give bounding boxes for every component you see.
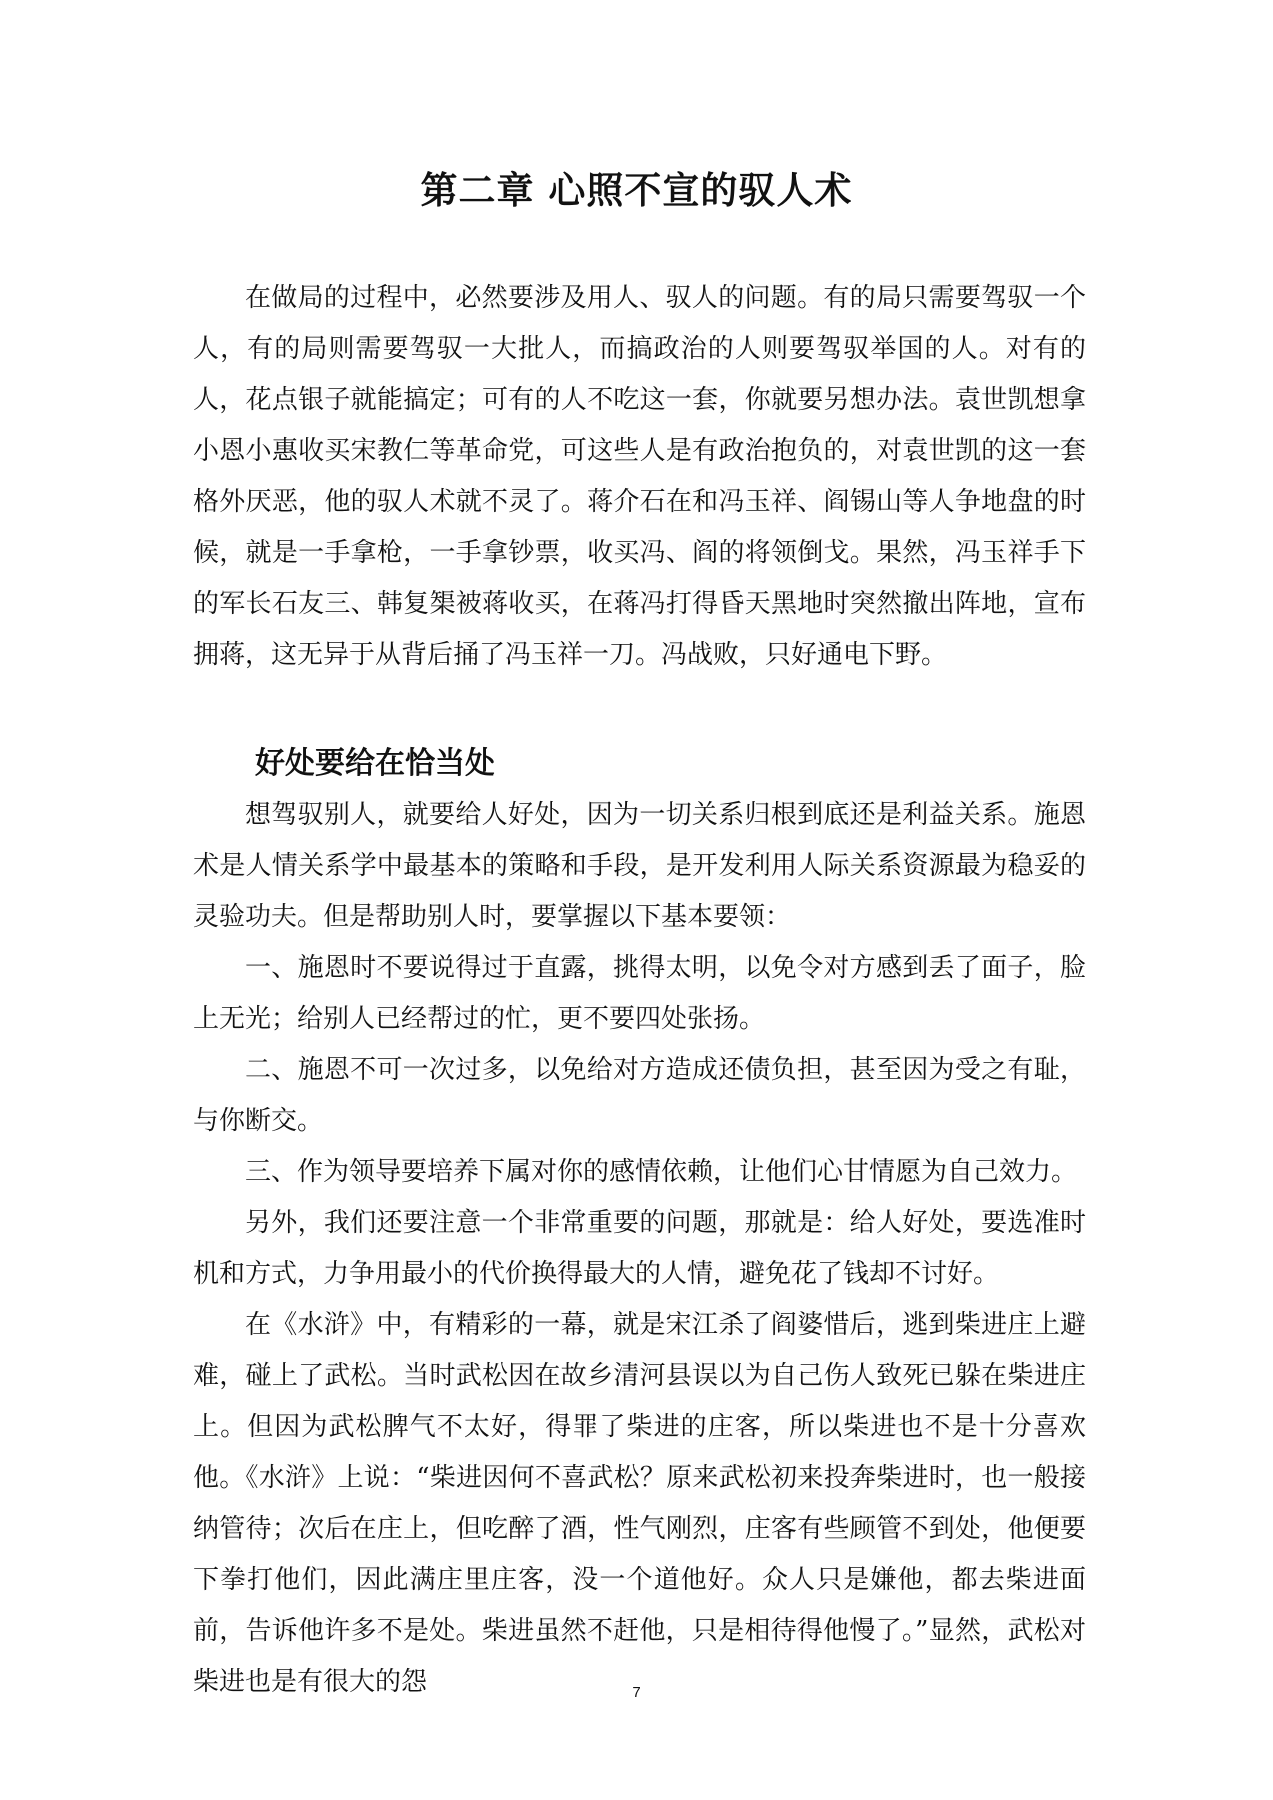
chapter-title: 第二章 心照不宣的驭人术 [420,169,853,212]
body-paragraph: 在《水浒》中，有精彩的一幕，就是宋江杀了阎婆惜后，逃到柴进庄上避难，碰上了武松。当时武松因在故乡清河县误以为自己伤人致死已躲在柴进庄上。但因为武松脾气不太好，得罪了柴进的庄客，所以柴进也不是十分喜欢他。《水浒》上说：“柴进因何不喜武松？原来武松初来投奔柴进时，也一般接纳管待；次后在庄上，但吃醉了酒，性气刚烈，庄客有些顾管不到处，他便要下拳打他们，因此满庄里庄客，没一个道他好。众人只是嫌他，都去柴进面前，告诉他许多不是处。柴进虽然不赶他，只是相待得他慢了。”显然，武松对柴进也是有很大的怨 [193,1310,1086,1697]
page-number: 7 [632,1684,641,1701]
intro-paragraph: 在做局的过程中，必然要涉及用人、驭人的问题。有的局只需要驾驭一个人，有的局则需要驾驭一大批人，而搞政治的人则要驾驭举国的人。对有的人，花点银子就能搞定；可有的人不吃这一套，你就要另想办法。袁世凯想拿小恩小惠收买宋教仁等革命党，可这些人是有政治抱负的，对袁世凯的这一套格外厌恶，他的驭人术就不灵了。蒋介石在和冯玉祥、阎锡山等人争地盘的时候，就是一手拿枪，一手拿钞票，收买冯、阎的将领倒戈。果然，冯玉祥手下的军长石友三、韩复榘被蒋收买，在蒋冯打得昏天黑地时突然撤出阵地，宣布拥蒋，这无异于从背后捅了冯玉祥一刀。冯战败，只好通电下野。 [193,283,1086,670]
section-title: 好处要给在恰当处 [255,746,495,781]
body-paragraph: 三、作为领导要培养下属对你的感情依赖，让他们心甘情愿为自己效力。 [245,1157,1078,1187]
section-body [193,790,1086,1708]
body-paragraph: 想驾驭别人，就要给人好处，因为一切关系归根到底还是利益关系。施恩术是人情关系学中最基本的策略和手段，是开发利用人际关系资源最为稳妥的灵验功夫。但是帮助别人时，要掌握以下基本要领： [193,800,1086,932]
body-paragraph: 二、施恩不可一次过多，以免给对方造成还债负担，甚至因为受之有耻，与你断交。 [193,1055,1086,1136]
body-paragraph: 一、施恩时不要说得过于直露，挑得太明，以免令对方感到丢了面子，脸上无光；给别人已经帮过的忙，更不要四处张扬。 [193,953,1086,1034]
intro-section [193,273,1086,681]
body-paragraph: 另外，我们还要注意一个非常重要的问题，那就是：给人好处，要选准时机和方式，力争用最小的代价换得最大的人情，避免花了钱却不讨好。 [193,1208,1086,1289]
